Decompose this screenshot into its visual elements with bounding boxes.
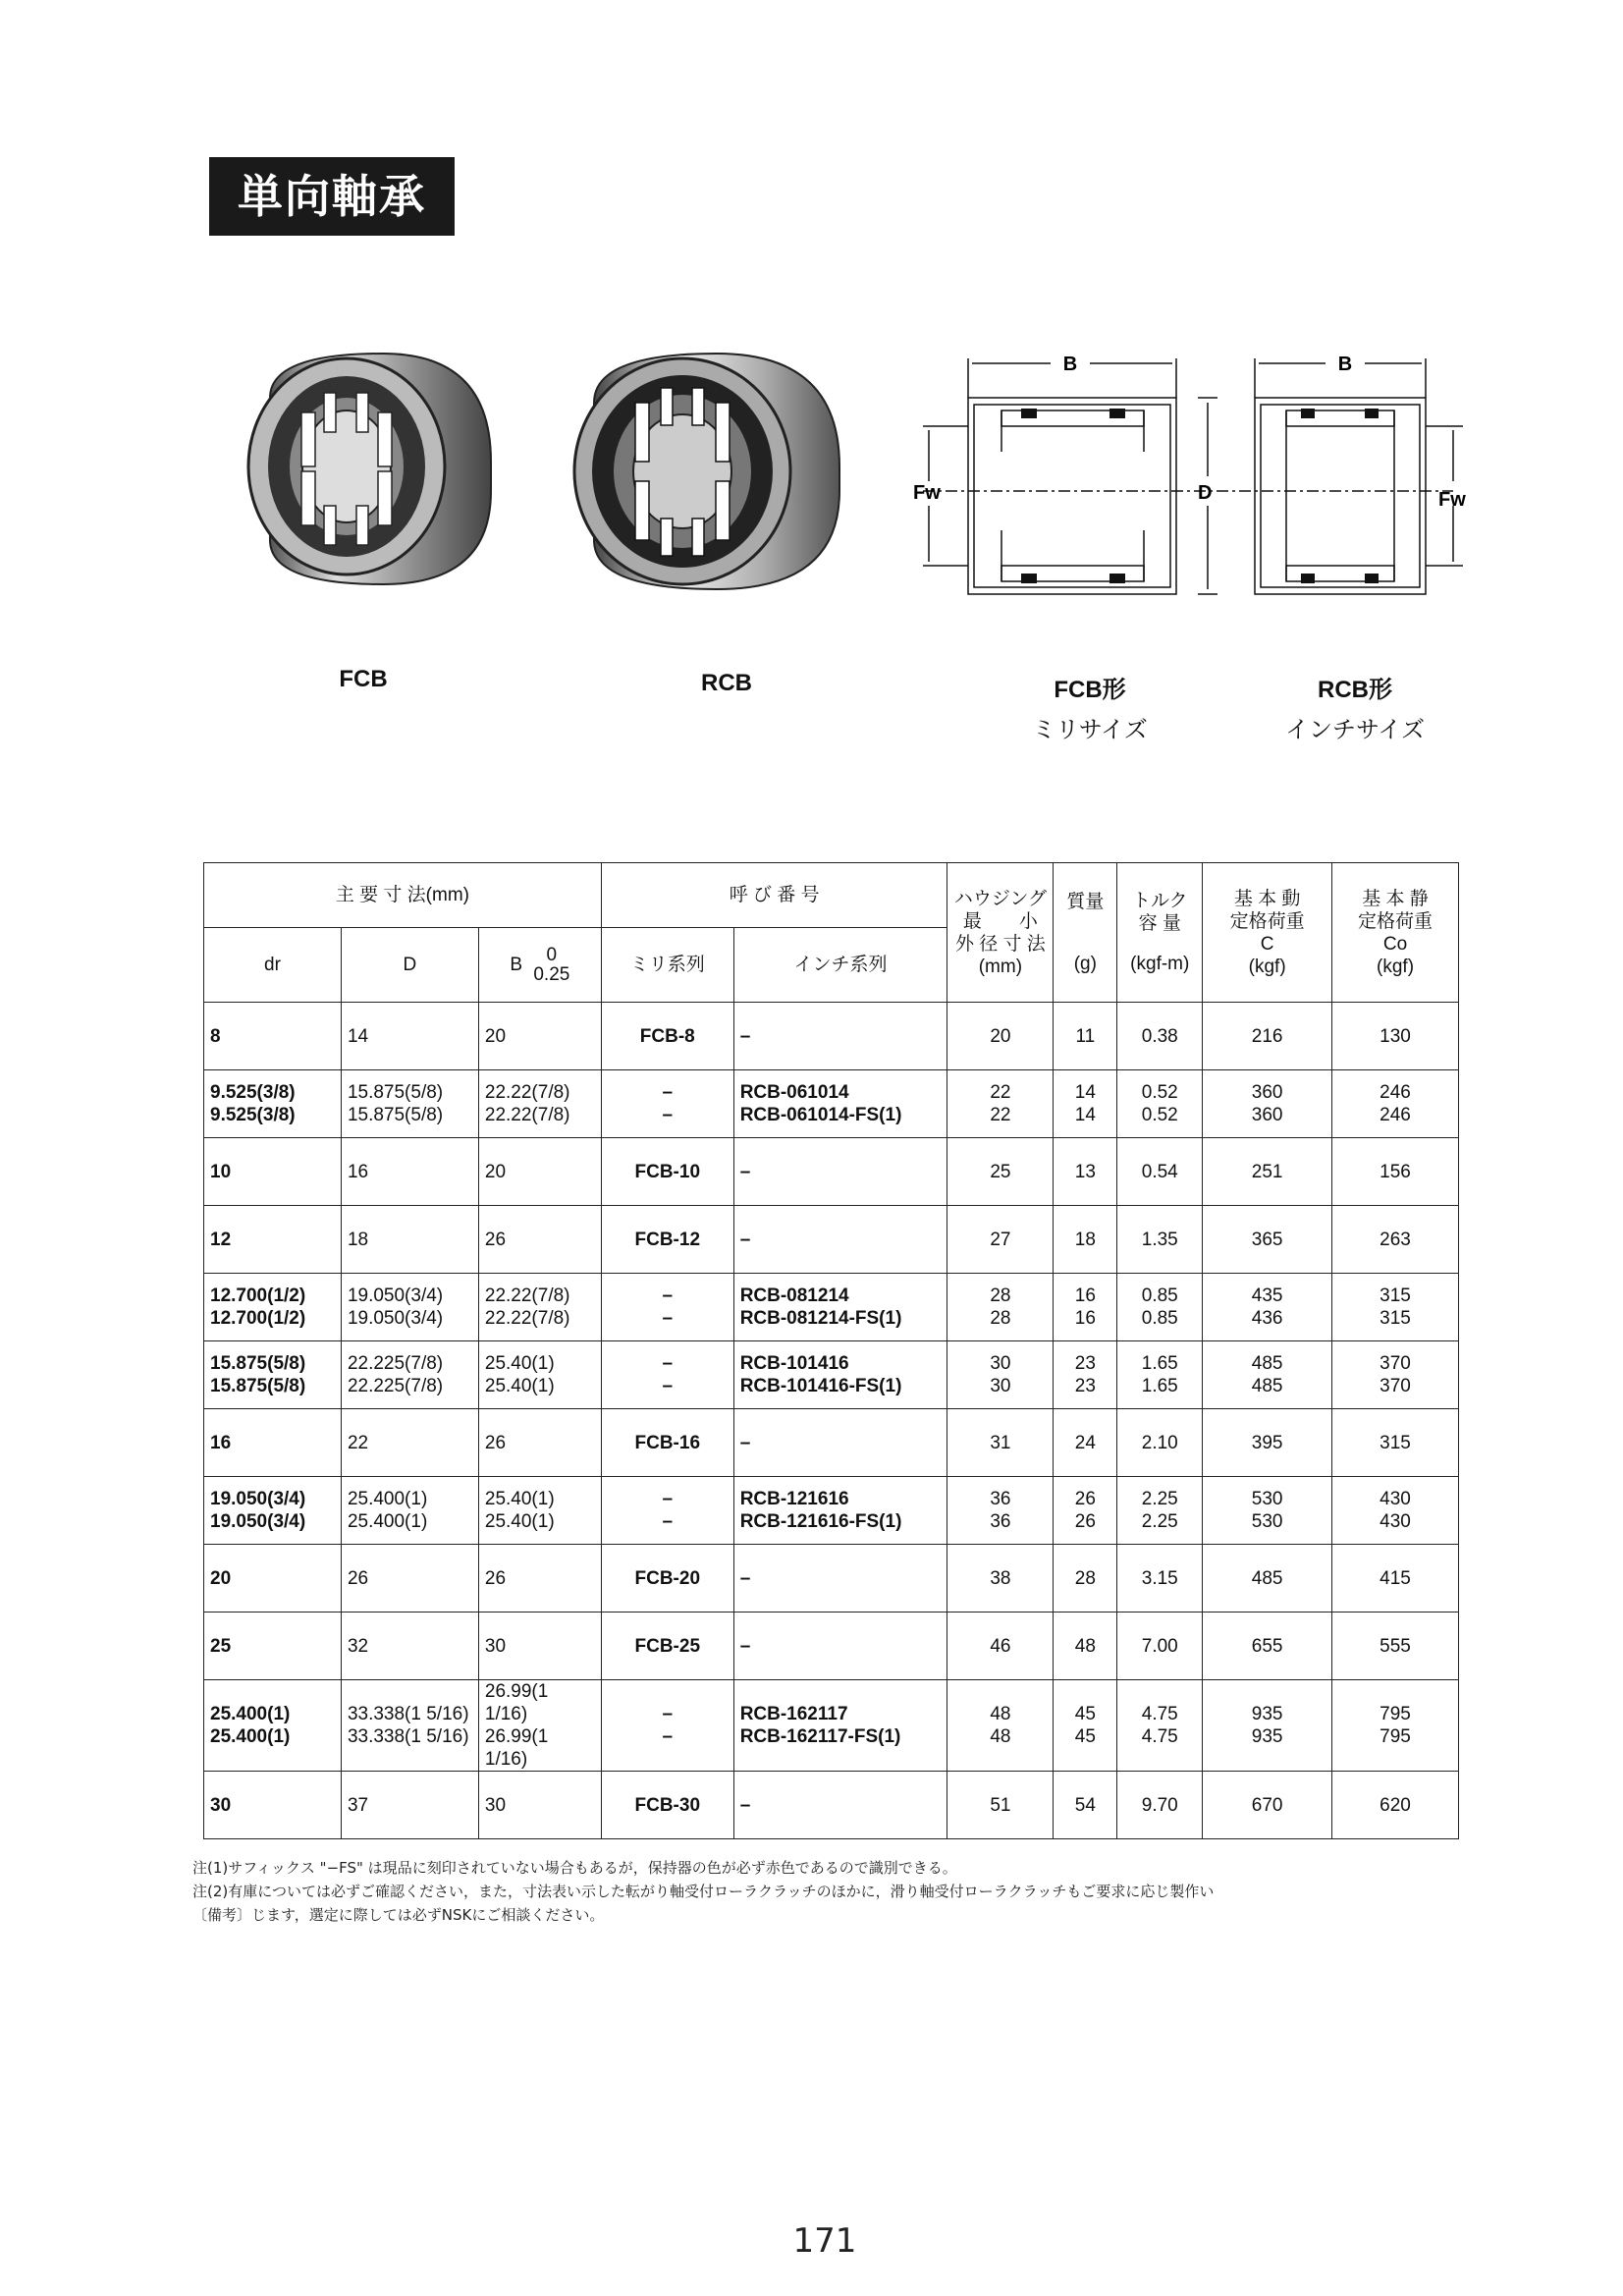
cell-b: 25.40(1) 25.40(1) [478,1341,601,1409]
cell-metric: FCB-20 [601,1545,733,1613]
diagram-label-b2: B [1337,354,1353,375]
cell-dr: 19.050(3/4) 19.050(3/4) [204,1477,342,1545]
cell-torque: 4.75 4.75 [1117,1680,1203,1772]
cell-metric: – – [601,1070,733,1138]
page-title: 単向軸承 [209,157,455,236]
cell-dynamic: 365 [1203,1206,1332,1274]
cell-dynamic: 485 [1203,1545,1332,1613]
cell-static: 370 370 [1332,1341,1459,1409]
cell-inch: RCB-101416 RCB-101416-FS(1) [733,1341,947,1409]
cell-housing: 36 36 [947,1477,1054,1545]
cell-metric: – – [601,1341,733,1409]
cell-d: 37 [341,1772,478,1839]
cell-mass: 28 [1054,1545,1117,1613]
cell-b: 26 [478,1206,601,1274]
cell-metric: FCB-8 [601,1003,733,1070]
table-row [204,1772,1459,1839]
page-number: 171 [792,2221,857,2261]
spec-table-body [204,1003,1459,1839]
cell-mass: 23 23 [1054,1341,1117,1409]
cell-d: 26 [341,1545,478,1613]
header-static-load: 基 本 静 定格荷重 Co (kgf) [1332,863,1459,1003]
cell-housing: 27 [947,1206,1054,1274]
table-row [204,1341,1459,1409]
cell-mass: 14 14 [1054,1070,1117,1138]
cell-dr: 30 [204,1772,342,1839]
cell-static: 315 315 [1332,1274,1459,1341]
cell-dr: 25 [204,1613,342,1680]
caption-fcb [314,666,412,693]
cell-torque: 0.52 0.52 [1117,1070,1203,1138]
header-mass: 質量 (g) [1054,863,1117,1003]
cell-housing: 31 [947,1409,1054,1477]
footnote-1: 注(1)サフィックス "−FS" は現品に刻印されていない場合もあるが，保持器の色が必ず赤色であるので識別できる。 [192,1859,957,1877]
header-main-dimensions: 主 要 寸 法(mm) [204,863,602,928]
caption-fcb-type-label: FCB形 [1054,677,1126,703]
cell-inch: – [733,1206,947,1274]
cell-torque: 9.70 [1117,1772,1203,1839]
cell-metric: FCB-10 [601,1138,733,1206]
cell-static: 156 [1332,1138,1459,1206]
table-row [204,1545,1459,1613]
cell-housing: 20 [947,1003,1054,1070]
cell-d: 19.050(3/4) 19.050(3/4) [341,1274,478,1341]
cell-metric: FCB-16 [601,1409,733,1477]
cell-mass: 16 16 [1054,1274,1117,1341]
cell-dr: 16 [204,1409,342,1477]
cell-b: 22.22(7/8) 22.22(7/8) [478,1274,601,1341]
cell-dr: 8 [204,1003,342,1070]
cell-d: 33.338(1 5/16) 33.338(1 5/16) [341,1680,478,1772]
cell-dr: 15.875(5/8) 15.875(5/8) [204,1341,342,1409]
header-inch-series: インチ系列 [733,928,947,1003]
cell-inch: – [733,1138,947,1206]
cell-dynamic: 216 [1203,1003,1332,1070]
cell-housing: 51 [947,1772,1054,1839]
footnotes [192,1856,1469,1927]
cell-mass: 54 [1054,1772,1117,1839]
cell-b: 26 [478,1545,601,1613]
bearing-spec-table [203,862,1459,1839]
cell-torque: 0.38 [1117,1003,1203,1070]
cell-metric: – – [601,1477,733,1545]
cell-torque: 0.85 0.85 [1117,1274,1203,1341]
table-row [204,1613,1459,1680]
cell-housing: 28 28 [947,1274,1054,1341]
table-row [204,1477,1459,1545]
cell-dynamic: 485 485 [1203,1341,1332,1409]
cell-dr: 9.525(3/8) 9.525(3/8) [204,1070,342,1138]
cell-mass: 48 [1054,1613,1117,1680]
table-row [204,1206,1459,1274]
header-dynamic-load: 基 本 動 定格荷重 C (kgf) [1203,863,1332,1003]
table-row [204,1138,1459,1206]
cell-mass: 13 [1054,1138,1117,1206]
cell-dr: 25.400(1) 25.400(1) [204,1680,342,1772]
cell-mass: 45 45 [1054,1680,1117,1772]
cell-torque: 7.00 [1117,1613,1203,1680]
caption-rcb [677,670,776,697]
caption-rcb-type [1257,670,1453,744]
rcb-bearing-photo [555,344,849,599]
cell-housing: 38 [947,1545,1054,1613]
cell-d: 22.225(7/8) 22.225(7/8) [341,1341,478,1409]
cell-d: 22 [341,1409,478,1477]
cell-torque: 0.54 [1117,1138,1203,1206]
caption-fcb-type [992,670,1188,744]
cell-torque: 2.25 2.25 [1117,1477,1203,1545]
cell-inch: – [733,1545,947,1613]
cell-static: 263 [1332,1206,1459,1274]
cell-static: 415 [1332,1545,1459,1613]
footnote-remark: 〔備考〕じます，選定に際しては必ずNSKにご相談ください。 [192,1906,605,1924]
cell-b: 30 [478,1613,601,1680]
cell-inch: – [733,1772,947,1839]
cell-inch: – [733,1003,947,1070]
diagram-label-fw1: Fw [913,482,941,504]
cell-static: 246 246 [1332,1070,1459,1138]
header-d: D [341,928,478,1003]
cell-inch: RCB-061014 RCB-061014-FS(1) [733,1070,947,1138]
cell-metric: FCB-12 [601,1206,733,1274]
cell-torque: 2.10 [1117,1409,1203,1477]
cell-mass: 24 [1054,1409,1117,1477]
table-row [204,1680,1459,1772]
cell-static: 315 [1332,1409,1459,1477]
cell-torque: 1.35 [1117,1206,1203,1274]
cell-static: 555 [1332,1613,1459,1680]
cell-b: 25.40(1) 25.40(1) [478,1477,601,1545]
cell-housing: 30 30 [947,1341,1054,1409]
fcb-bearing-photo [231,344,496,599]
cell-mass: 18 [1054,1206,1117,1274]
table-row [204,1070,1459,1138]
cell-dr: 12 [204,1206,342,1274]
cell-housing: 48 48 [947,1680,1054,1772]
table-row [204,1003,1459,1070]
bearing-cross-section-diagram [903,344,1473,619]
cell-d: 14 [341,1003,478,1070]
cell-dr: 20 [204,1545,342,1613]
cell-dynamic: 360 360 [1203,1070,1332,1138]
cell-metric: – – [601,1274,733,1341]
caption-rcb-type-sub: インチサイズ [1284,717,1426,743]
footnote-2: 注(2)有庫については必ずご確認ください，また，寸法表い示した転がり軸受付ローラクラッチのほかに，滑り軸受付ローラクラッチもご要求に応じ製作い [192,1883,1215,1900]
header-metric-series: ミリ系列 [601,928,733,1003]
cell-d: 15.875(5/8) 15.875(5/8) [341,1070,478,1138]
cell-dynamic: 935 935 [1203,1680,1332,1772]
cell-inch: – [733,1613,947,1680]
cell-mass: 11 [1054,1003,1117,1070]
header-dr: dr [204,928,342,1003]
diagram-label-d: D [1198,482,1213,504]
cell-d: 25.400(1) 25.400(1) [341,1477,478,1545]
cell-inch: RCB-081214 RCB-081214-FS(1) [733,1274,947,1341]
cell-housing: 22 22 [947,1070,1054,1138]
cell-d: 32 [341,1613,478,1680]
cell-dynamic: 655 [1203,1613,1332,1680]
cell-metric: FCB-30 [601,1772,733,1839]
header-torque: トルク 容 量 (kgf-m) [1117,863,1203,1003]
cell-dynamic: 435 436 [1203,1274,1332,1341]
caption-fcb-type-sub: ミリサイズ [1032,717,1148,743]
diagram-label-fw2: Fw [1438,489,1466,511]
cell-inch: – [733,1409,947,1477]
cell-dynamic: 530 530 [1203,1477,1332,1545]
cell-static: 430 430 [1332,1477,1459,1545]
cell-inch: RCB-162117 RCB-162117-FS(1) [733,1680,947,1772]
cell-metric: – – [601,1680,733,1772]
cell-dynamic: 395 [1203,1409,1332,1477]
cell-d: 16 [341,1138,478,1206]
caption-rcb-type-label: RCB形 [1318,677,1392,703]
cell-housing: 25 [947,1138,1054,1206]
table-row [204,1409,1459,1477]
cell-b: 20 [478,1003,601,1070]
cell-torque: 1.65 1.65 [1117,1341,1203,1409]
cell-inch: RCB-121616 RCB-121616-FS(1) [733,1477,947,1545]
diagram-label-b1: B [1062,354,1078,375]
header-housing: ハウジング 最 小 外 径 寸 法 (mm) [947,863,1054,1003]
cell-static: 620 [1332,1772,1459,1839]
cell-b: 26.99(1 1/16) 26.99(1 1/16) [478,1680,601,1772]
header-b: B 0 0.25 [478,928,601,1003]
cell-dr: 10 [204,1138,342,1206]
cell-b: 26 [478,1409,601,1477]
cell-dynamic: 670 [1203,1772,1332,1839]
cell-torque: 3.15 [1117,1545,1203,1613]
cell-dr: 12.700(1/2) 12.700(1/2) [204,1274,342,1341]
cell-mass: 26 26 [1054,1477,1117,1545]
header-designation: 呼 び 番 号 [601,863,947,928]
caption-rcb-label: RCB [701,670,752,696]
cell-metric: FCB-25 [601,1613,733,1680]
caption-fcb-label: FCB [339,666,388,692]
table-row [204,1274,1459,1341]
cell-b: 22.22(7/8) 22.22(7/8) [478,1070,601,1138]
cell-b: 20 [478,1138,601,1206]
cell-dynamic: 251 [1203,1138,1332,1206]
cell-housing: 46 [947,1613,1054,1680]
cell-static: 795 795 [1332,1680,1459,1772]
cell-b: 30 [478,1772,601,1839]
cell-static: 130 [1332,1003,1459,1070]
cell-d: 18 [341,1206,478,1274]
